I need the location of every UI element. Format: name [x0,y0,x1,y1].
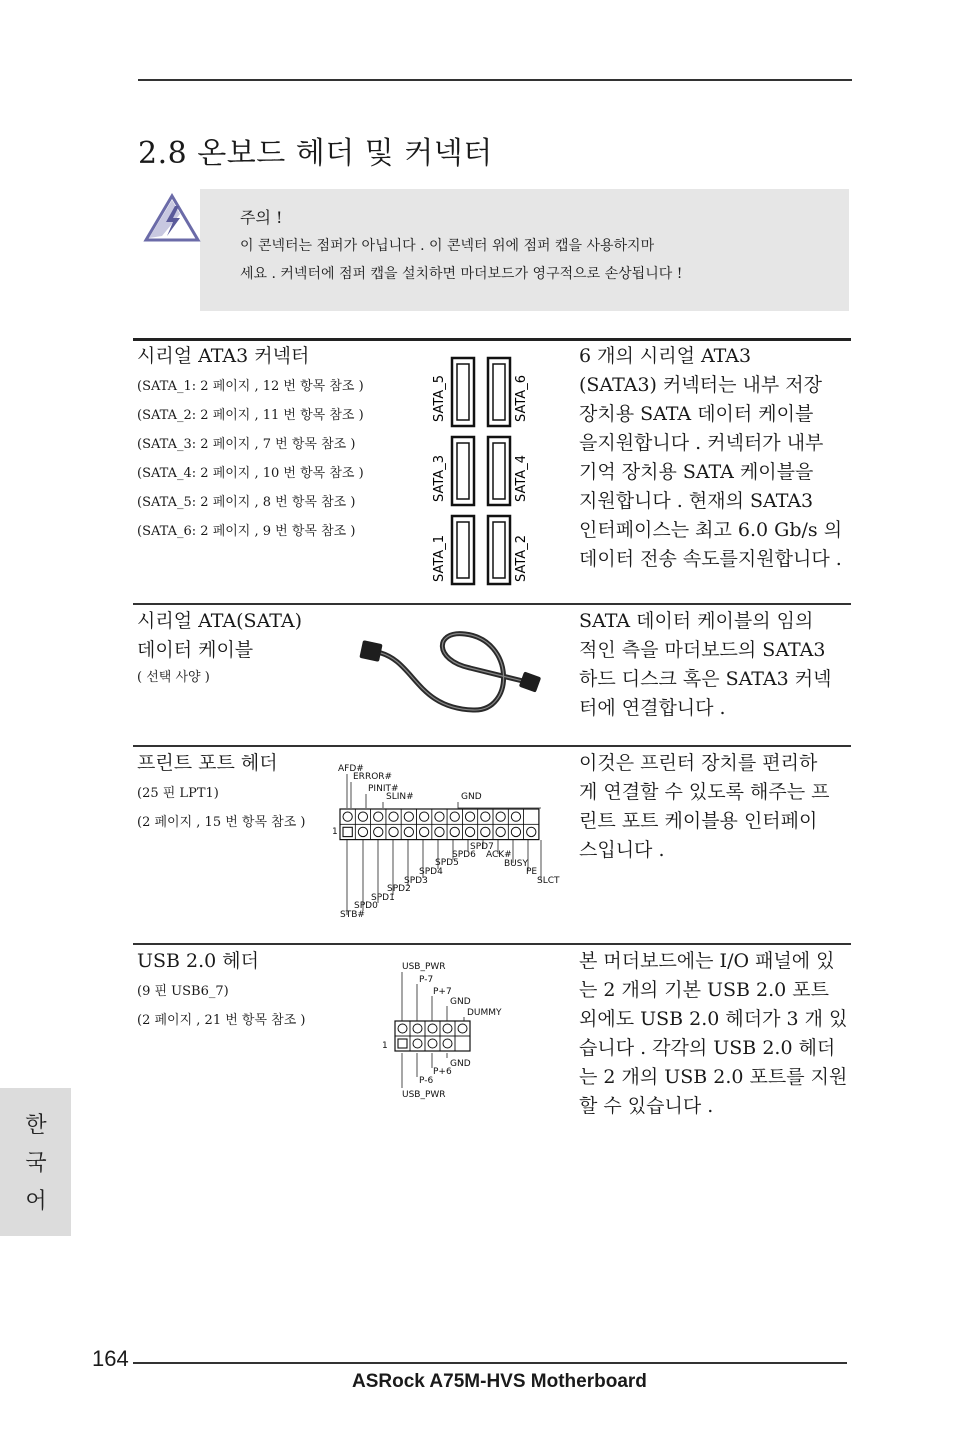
pin [413,1024,422,1033]
sata-desc-6: 지원합니다 . 현재의 SATA3 [579,490,814,512]
pin-cell [386,809,401,824]
usb-pin-one: 1 [382,1041,388,1051]
usb-pin-p6p: P+6 [433,1067,452,1077]
cable-desc-3: 하드 디스크 혹은 SATA3 커넥 [579,668,832,690]
pin [443,1024,452,1033]
sata-ref-4: (SATA_4: 2 페이지 , 10 번 항목 참조 ) [137,466,364,481]
sata-connector-diagram [425,352,537,588]
pin-cell [440,1036,455,1051]
cable-desc-2: 적인 측을 마더보드의 SATA3 [579,639,826,661]
sata5-label: SATA_5 [432,375,447,422]
pin-busy: BUSY [504,859,528,869]
caution-line-2: 세요 . 커넥터에 점퍼 캡을 설치하면 마더보드가 영구적으로 손상됩니다 ! [240,266,683,282]
pin-cell [425,1021,440,1036]
usb-desc-6: 할 수 있습니다 . [579,1095,714,1117]
usb-desc-2: 는 2 개의 기본 USB 2.0 포트 [579,979,830,1001]
pin-cell [508,809,523,824]
pin-cell [340,809,355,824]
sata-desc-1: 6 개의 시리얼 ATA3 [579,345,752,367]
pin-cell [371,824,386,839]
pin-cell [386,824,401,839]
pin-cell [447,824,462,839]
pin-cell [340,824,355,839]
usb-desc-3: 외에도 USB 2.0 헤더가 3 개 있 [579,1008,848,1030]
printer-desc-2: 게 연결할 수 있도록 해주는 프 [579,781,830,803]
printer-desc-3: 린트 포트 케이블용 인터페이 [579,810,818,832]
pin-stb: STB# [340,910,365,920]
pin-slct: SLCT [537,876,560,886]
pin [374,812,383,821]
pin-cell [401,809,416,824]
printer-header-diagram [328,758,568,923]
pin [358,827,367,836]
sata-desc-3: 장치용 SATA 데이터 케이블 [579,403,814,425]
pin-spd2: SPD2 [387,884,411,894]
pin-cell [524,824,539,839]
printer-desc-4: 스입니다 . [579,839,665,861]
pin-gnd: GND [461,792,482,802]
pin [450,827,459,836]
footer-title: ASRock A75M-HVS Motherboard [352,1371,647,1392]
usb-desc-4: 습니다 . 각각의 USB 2.0 헤더 [579,1037,836,1059]
pin [358,812,367,821]
pin-cell [455,1036,470,1051]
pin-spd3: SPD3 [404,876,428,886]
pin [450,812,459,821]
pin [420,827,429,836]
sata3-label: SATA_3 [432,455,447,502]
page-title: 2.8 온보드 헤더 및 커넥터 [138,136,493,171]
pin-spd6: SPD6 [452,850,476,860]
pin-cell [455,1021,470,1036]
sata-desc-8: 데이터 전송 속도를지원합니다 . [579,548,842,570]
cable-title-2: 데이터 케이블 [137,639,254,661]
pin [374,827,383,836]
sata-ref-6: (SATA_6: 2 페이지 , 9 번 항목 참조 ) [137,524,356,539]
printer-sub-1: (25 핀 LPT1) [137,786,219,801]
sata-desc-7: 인터페이스는 최고 6.0 Gb/s 의 [579,519,843,541]
pin-ack: ACK# [486,850,512,860]
usb-sub-2: (2 페이지 , 21 번 항목 참조 ) [137,1013,306,1028]
pin [496,827,505,836]
pin [413,1039,422,1048]
usb-pin-pwr-bot: USB_PWR [402,1090,446,1100]
pin [511,827,520,836]
pin [428,1039,437,1048]
sata-cable-image [355,620,545,720]
pin-cell [417,809,432,824]
pin-cell [417,824,432,839]
pin-spd4: SPD4 [419,867,443,877]
caution-title: 주의 ! [240,208,283,227]
pin-cell [524,809,539,824]
cable-desc-4: 터에 연결합니다 . [579,697,726,719]
section-rule-cable [133,603,851,605]
pin [428,1024,437,1033]
pin [481,812,490,821]
pin-cell [355,809,370,824]
pin-cell [432,809,447,824]
pin-1-square [343,827,352,836]
pin [465,827,474,836]
pin-cell [493,809,508,824]
pin-spd1: SPD1 [371,893,395,903]
pin [435,812,444,821]
pin-spd5: SPD5 [435,858,459,868]
cable-note: ( 선택 사양 ) [137,670,210,685]
side-tab-char-3: 어 [25,1189,47,1214]
warning-icon [140,192,202,246]
pin-1-square [398,1039,407,1048]
sata-ref-1: (SATA_1: 2 페이지 , 12 번 항목 참조 ) [137,379,364,394]
usb-header-diagram [375,955,525,1105]
pin-cell [371,809,386,824]
pin-error: ERROR# [353,772,393,782]
pin [511,812,520,821]
pin-cell [478,809,493,824]
section-rule-sata [133,338,851,341]
pin [404,827,413,836]
sata-ref-3: (SATA_3: 2 페이지 , 7 번 항목 참조 ) [137,437,356,452]
pin-cell [395,1021,410,1036]
cable-title-1: 시리얼 ATA(SATA) [137,610,303,632]
usb-pin-p6: P-6 [419,1076,434,1086]
pin-one: 1 [332,827,338,837]
pin-cell [355,824,370,839]
pin [458,1024,467,1033]
sata-title: 시리얼 ATA3 커넥터 [137,345,310,367]
sata2-label: SATA_2 [514,535,529,582]
pin-spd0: SPD0 [354,901,378,911]
pin-cell [440,1021,455,1036]
pin-cell [410,1021,425,1036]
printer-title: 프린트 포트 헤더 [137,752,278,774]
sata-ref-2: (SATA_2: 2 페이지 , 11 번 항목 참조 ) [137,408,364,423]
printer-sub-2: (2 페이지 , 15 번 항목 참조 ) [137,815,306,830]
cable-desc-1: SATA 데이터 케이블의 임의 [579,610,814,632]
pin [343,812,352,821]
pin [496,812,505,821]
top-rule [138,79,852,81]
pin [420,812,429,821]
usb-title: USB 2.0 헤더 [137,950,259,972]
sata6-label: SATA_6 [514,375,529,422]
pin-cell [508,824,523,839]
pin [443,1039,452,1048]
pin-pe: PE [526,867,538,877]
pin-cell [462,809,477,824]
pin-cell [425,1036,440,1051]
section-rule-printer [133,745,851,747]
sata-desc-5: 기억 장치용 SATA 케이블을 [579,461,814,483]
sata1-label: SATA_1 [432,535,447,582]
pin [404,812,413,821]
section-rule-usb [133,943,851,945]
usb-pin-gnd-top: GND [450,997,471,1007]
pin-spd7: SPD7 [470,842,494,852]
usb-desc-5: 는 2 개의 USB 2.0 포트를 지원 [579,1066,848,1088]
pin-cell [462,824,477,839]
pin-pinit: PINIT# [368,784,399,794]
pin [398,1024,407,1033]
pin-cell [432,824,447,839]
pin [435,827,444,836]
pin-cell [410,1036,425,1051]
pin [527,827,536,836]
printer-desc-1: 이것은 프린터 장치를 편리하 [579,752,818,774]
side-tab-char-2: 국 [25,1151,47,1176]
pin-slin: SLIN# [386,792,414,802]
pin [465,812,474,821]
pin [481,827,490,836]
usb-pin-p7: P-7 [419,975,434,985]
sata4-label: SATA_4 [514,455,529,502]
usb-pin-p7p: P+7 [433,987,452,997]
sata-desc-4: 을지원합니다 . 커넥터가 내부 [579,432,824,454]
usb-sub-1: (9 핀 USB6_7) [137,984,229,999]
side-tab-char-1: 한 [25,1113,47,1138]
pin-cell [395,1036,410,1051]
pin-cell [401,824,416,839]
pin-cell [493,824,508,839]
pin-cell [447,809,462,824]
sata-desc-2: (SATA3) 커넥터는 내부 저장 [579,374,822,396]
page-number: 164 [92,1346,129,1371]
pin-afd: AFD# [338,764,364,774]
usb-desc-1: 본 머더보드에는 I/O 패널에 있 [579,950,835,972]
caution-line-1: 이 콘넥터는 점퍼가 아닙니다 . 이 콘넥터 위에 점퍼 캡을 사용하지마 [240,238,655,254]
pin [389,827,398,836]
usb-pin-dummy: DUMMY [467,1008,502,1018]
pin-cell [478,824,493,839]
usb-pin-pwr-top: USB_PWR [402,962,446,972]
sata-ref-5: (SATA_5: 2 페이지 , 8 번 항목 참조 ) [137,495,356,510]
usb-pin-gnd-bot: GND [450,1059,471,1069]
pin [389,812,398,821]
footer-rule [133,1362,847,1364]
